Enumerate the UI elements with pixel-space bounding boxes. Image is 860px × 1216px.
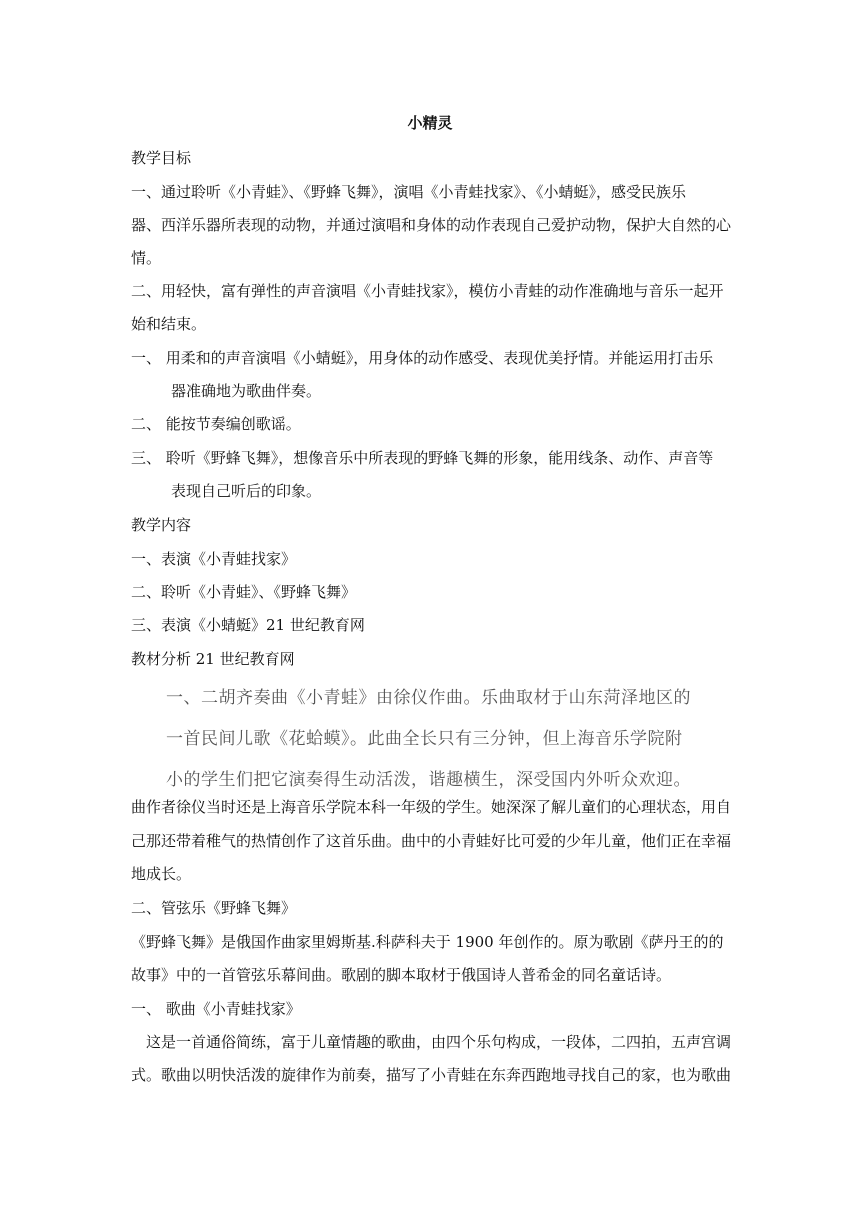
section-heading: 一、 歌曲《小青蛙找家》: [131, 1000, 301, 1018]
paragraph-line: 曲作者徐仪当时还是上海音乐学院本科一年级的学生。她深深了解儿童们的心理状态，用自: [131, 798, 732, 816]
image-text-line: 小的学生们把它演奏得生动活泼，谐趣横生，深受国内外听众欢迎。: [166, 770, 691, 790]
paragraph-line: 器、西洋乐器所表现的动物，并通过演唱和身体的动作表现自己爱护动物，保护大自然的心: [131, 216, 732, 234]
paragraph-line: 己那还带着稚气的热情创作了这首乐曲。曲中的小青蛙好比可爱的少年儿童，他们正在幸福: [131, 832, 732, 850]
paragraph-line: 一、通过聆听《小青蛙》、《野蜂飞舞》，演唱《小青蛙找家》、《小蜻蜓》，感受民族乐: [131, 183, 687, 201]
paragraph-line: 《野蜂飞舞》是俄国作曲家里姆斯基.科萨科夫于 1900 年创作的。原为歌剧《萨丹王的的: [131, 933, 724, 951]
image-text-line: 一、二胡齐奏曲《小青蛙》由徐仪作曲。乐曲取材于山东菏泽地区的: [166, 688, 691, 708]
paragraph-line: 这是一首通俗简练，富于儿童情趣的歌曲，由四个乐句构成，一段体，二四拍，五声宫调: [146, 1033, 732, 1051]
list-item: 三、表演《小蜻蜓》21 世纪教育网: [131, 616, 365, 634]
document-title: 小精灵: [407, 114, 453, 132]
section-heading-objectives: 教学目标: [131, 149, 192, 167]
paragraph-line: 情。: [131, 249, 162, 267]
list-item: 三、 聆听《野蜂飞舞》，想像音乐中所表现的野蜂飞舞的形象，能用线条、动作、声音等: [131, 449, 714, 467]
list-item: 一、 用柔和的声音演唱《小蜻蜓》，用身体的动作感受、表现优美抒情。并能运用打击乐: [131, 349, 714, 367]
section-heading: 二、管弦乐《野蜂飞舞》: [131, 899, 297, 917]
section-heading-analysis: 教材分析 21 世纪教育网: [131, 650, 295, 668]
paragraph-line: 始和结束。: [131, 315, 207, 333]
paragraph-line: 二、用轻快，富有弹性的声音演唱《小青蛙找家》，模仿小青蛙的动作准确地与音乐一起开: [131, 282, 724, 300]
paragraph-line: 式。歌曲以明快活泼的旋律作为前奏，描写了小青蛙在东奔西跑地寻找自己的家，也为歌曲: [131, 1066, 732, 1084]
paragraph-line: 地成长。: [131, 865, 192, 883]
list-item: 二、 能按节奏编创歌谣。: [131, 415, 301, 433]
list-item-continuation: 器准确地为歌曲伴奏。: [171, 382, 322, 400]
embedded-text-image: [166, 680, 726, 792]
image-text-line: 一首民间儿歌《花蛤蟆》。此曲全长只有三分钟，但上海音乐学院附: [166, 729, 683, 749]
list-item: 一、表演《小青蛙找家》: [131, 550, 297, 568]
list-item-continuation: 表现自己听后的印象。: [171, 482, 322, 500]
list-item: 二、聆听《小青蛙》、《野蜂飞舞》: [131, 583, 357, 601]
paragraph-line: 故事》中的一首管弦乐幕间曲。歌剧的脚本取材于俄国诗人普希金的同名童话诗。: [131, 966, 672, 984]
section-heading-content: 教学内容: [131, 516, 192, 534]
